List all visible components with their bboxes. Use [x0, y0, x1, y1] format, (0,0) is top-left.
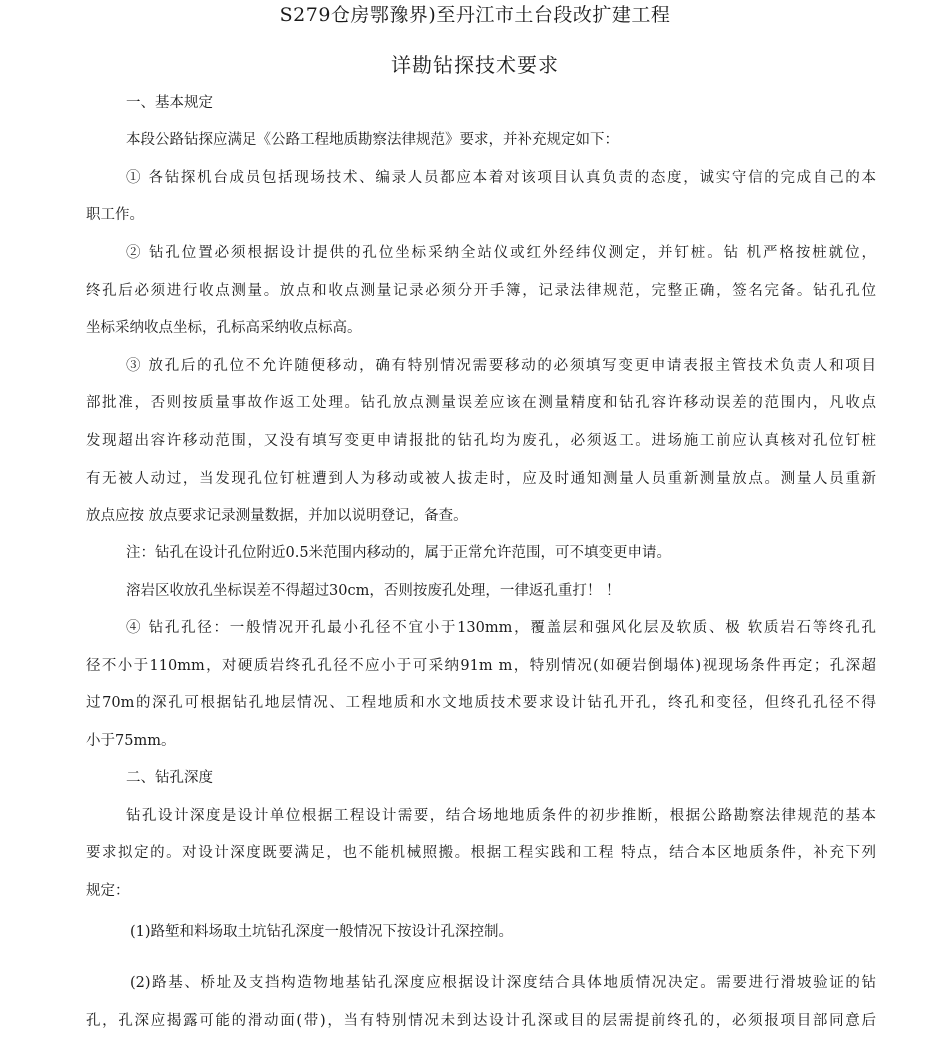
- note-line: 注：钻孔在设计孔位附近0.5米范围内移动的，属于正常允许范围，可不填变更申请。: [126, 545, 672, 561]
- note-line: 溶岩区收放孔坐标误差不得超过30cm，否则按废孔处理，一律返孔重打！ ！: [126, 583, 621, 599]
- paragraph-line: 规定：: [86, 883, 130, 899]
- paragraph-line: 职工作。: [86, 207, 144, 223]
- paragraph-line: ③ 放孔后的孔位不允许随便移动，确有特别情况需要移动的必须填写变更申请表报主管技术负责人和项目: [126, 358, 876, 374]
- document-title: S279仓房鄂豫界)至丹江市土台段改扩建工程: [279, 4, 671, 26]
- paragraph-line: 钻孔设计深度是设计单位根据工程设计需要，结合场地地质条件的初步推断，根据公路勘察法律规范的基本: [126, 808, 876, 824]
- paragraph-line: 本段公路钻探应满足《公路工程地质勘察法律规范》要求，并补充规定如下：: [126, 132, 619, 148]
- paragraph-line: 孔，孔深应揭露可能的滑动面(带)，当有特别情况未到达设计孔深或目的层需提前终孔的，必须报项目部同意后: [86, 1013, 876, 1029]
- paragraph-line: 放点应按 放点要求记录测量数据，并加以说明登记，备查。: [86, 508, 468, 524]
- section-heading-basic-rules: 一、基本规定: [126, 95, 213, 111]
- list-item: (1)路堑和料场取土坑钻孔深度一般情况下按设计孔深控制。: [130, 924, 514, 940]
- paragraph-line: 发现超出容许移动范围，又没有填写变更申请报批的钻孔均为废孔，必须返工。进场施工前应认真核对孔位钉桩: [86, 433, 876, 449]
- paragraph-line: 终孔后必须进行收点测量。放点和收点测量记录必须分开手簿，记录法律规范，完整正确，签名完备。钻孔孔位: [86, 283, 876, 299]
- paragraph-line: 有无被人动过，当发现孔位钉桩遭到人为移动或被人拔走时，应及时通知测量人员重新测量放点。测量人员重新: [86, 471, 876, 487]
- list-item: (2)路基、桥址及支挡构造物地基钻孔深度应根据设计深度结合具体地质情况决定。需要进行滑坡验证的钻: [130, 975, 876, 991]
- paragraph-line: ④ 钻孔孔径：一般情况开孔最小孔径不宜小于130mm，覆盖层和强风化层及软质、极 软质岩石等终孔孔: [126, 620, 876, 636]
- paragraph-line: 坐标采纳收点坐标，孔标高采纳收点标高。: [86, 320, 362, 336]
- document-subtitle: 详勘钻探技术要求: [391, 53, 559, 77]
- paragraph-line: ① 各钻探机台成员包括现场技术、编录人员都应本着对该项目认真负责的态度，诚实守信的完成自己的本: [126, 170, 876, 186]
- section-heading-drilling-depth: 二、钻孔深度: [126, 770, 213, 786]
- paragraph-line: 过70m的深孔可根据钻孔地层情况、工程地质和水文地质技术要求设计钻孔开孔，终孔和变径，但终孔孔径不得: [86, 695, 876, 711]
- paragraph-line: 径不小于110mm，对硬质岩终孔孔径不应小于可采纳91m m，特别情况(如硬岩倒塌体)视现场条件再定；孔深超: [86, 658, 876, 674]
- paragraph-line: 要求拟定的。对设计深度既要满足，也不能机械照搬。根据工程实践和工程 特点，结合本区地质条件，补充下列: [86, 845, 876, 861]
- paragraph-line: ② 钻孔位置必须根据设计提供的孔位坐标采纳全站仪或红外经纬仪测定，并钉桩。钻 机严格按桩就位，: [126, 245, 876, 261]
- paragraph-line: 小于75mm。: [86, 733, 176, 749]
- paragraph-line: 部批准，否则按质量事故作返工处理。钻孔放点测量误差应该在测量精度和钻孔容许移动误差的范围内，凡收点: [86, 395, 876, 411]
